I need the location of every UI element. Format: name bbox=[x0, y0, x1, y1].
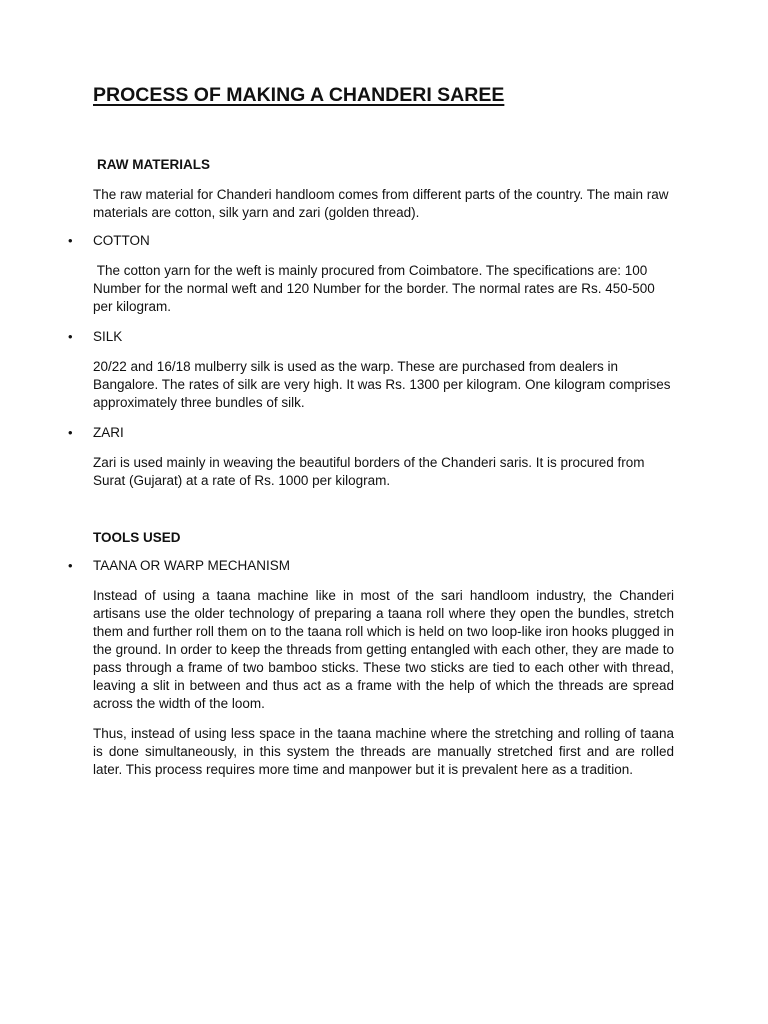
bullet-label: SILK bbox=[93, 329, 123, 344]
raw-materials-intro: The raw material for Chanderi handloom comes from different parts of the country. The main raw materials are cotton, silk yarn and zari (golden thread). bbox=[93, 187, 669, 220]
taana-paragraph-2: Thus, instead of using less space in the taana machine where the stretching and rolling of taana is done simultaneously, in this system the threads are manually stretched first and are rolled later. This process requires more time and manpower but it is prevalent here as a tradition. bbox=[93, 726, 674, 777]
bullet-item-zari bbox=[68, 424, 674, 442]
section-heading-tools-used: TOOLS USED bbox=[93, 530, 181, 545]
cotton-paragraph bbox=[93, 262, 674, 316]
bullet-icon: • bbox=[68, 329, 73, 344]
bullet-item-cotton bbox=[68, 232, 674, 250]
cotton-text: The cotton yarn for the weft is mainly procured from Coimbatore. The specifications are: 100 Number for the normal weft and 120 Number for the border. The normal rates are Rs. 450-500 per kilogram. bbox=[93, 263, 655, 314]
bullet-icon: • bbox=[68, 558, 73, 573]
bullet-icon: • bbox=[68, 425, 73, 440]
document-page bbox=[68, 84, 674, 779]
taana-paragraph-1: Instead of using a taana machine like in most of the sari handloom industry, the Chanderi artisans use the older technology of preparing a taana roll where they open the bundles, stretch them and further roll them on to the taana roll which is held on two loop-like iron hooks plugged in the ground. In order to keep the threads from getting entangled with each other, they are made to pass through a frame of two bamboo sticks. These two sticks are tied to each other with thread, leaving a slit in between and thus act as a frame with the help of which the threads are spread across the width of the loom. bbox=[93, 588, 674, 711]
silk-paragraph: 20/22 and 16/18 mulberry silk is used as the warp. These are purchased from dealers in Bangalore. The rates of silk are very high. It was Rs. 1300 per kilogram. One kilogram comprises approximately three bundles of silk. bbox=[93, 359, 671, 410]
document-title: PROCESS OF MAKING A CHANDERI SAREE bbox=[93, 84, 505, 106]
bullet-item-taana bbox=[68, 557, 674, 575]
bullet-label: TAANA OR WARP MECHANISM bbox=[93, 558, 291, 573]
zari-paragraph: Zari is used mainly in weaving the beautiful borders of the Chanderi saris. It is procured from Surat (Gujarat) at a rate of Rs. 1000 per kilogram. bbox=[93, 455, 645, 488]
bullet-label: COTTON bbox=[93, 233, 150, 248]
bullet-icon: • bbox=[68, 233, 73, 248]
bullet-label: ZARI bbox=[93, 425, 124, 440]
bullet-item-silk bbox=[68, 328, 674, 346]
section-heading-raw-materials: RAW MATERIALS bbox=[97, 157, 210, 172]
